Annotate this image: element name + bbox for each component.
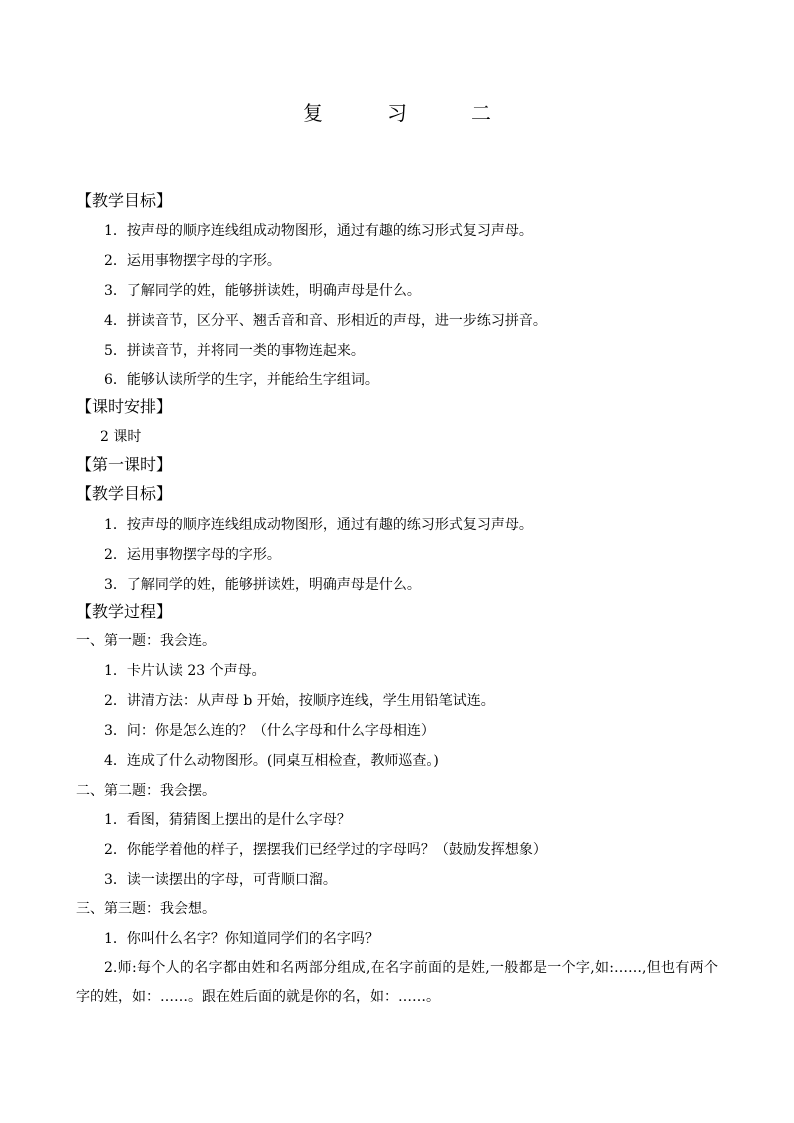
lesson1-heading: 【第一课时】 — [76, 455, 173, 474]
process-heading: 【教学过程】 — [76, 602, 173, 621]
goal-item: 3．了解同学的姓，能够拼读姓，明确声母是什么。 — [104, 283, 421, 299]
goals-heading: 【教学目标】 — [76, 191, 173, 210]
lesson1-goal-item: 3．了解同学的姓，能够拼读姓，明确声母是什么。 — [104, 577, 421, 593]
goal-item: 4．拼读音节，区分平、翘舌音和音、形相近的声母，进一步练习拼音。 — [104, 313, 547, 329]
q2-title: 二、第二题：我会摆。 — [76, 783, 216, 799]
goal-item: 2．运用事物摆字母的字形。 — [104, 253, 281, 269]
q3-paragraph: 2.师:每个人的名字都由姓和名两部分组成,在名字前面的是姓,一般都是一个字,如:……,但也有两个字的姓，如：……。跟在姓后面的就是你的名，如：……。 — [76, 960, 718, 1005]
q2-item: 1．看图，猜猜图上摆出的是什么字母？ — [104, 812, 351, 828]
q1-item: 2．讲清方法：从声母 b 开始，按顺序连线，学生用铅笔试连。 — [104, 693, 495, 709]
q1-title: 一、第一题：我会连。 — [76, 633, 216, 649]
lesson1-goal-item: 1．按声母的顺序连线组成动物图形，通过有趣的练习形式复习声母。 — [104, 517, 533, 533]
goal-item: 6．能够认读所学的生字，并能给生字组词。 — [104, 372, 379, 388]
goal-item: 5．拼读音节，并将同一类的事物连起来。 — [104, 343, 365, 359]
q1-item: 3．问：你是怎么连的？（什么字母和什么字母相连） — [104, 723, 435, 739]
q2-item: 2．你能学着他的样子，摆摆我们已经学过的字母吗？（鼓励发挥想象） — [104, 842, 547, 858]
goal-item: 1．按声母的顺序连线组成动物图形，通过有趣的练习形式复习声母。 — [104, 223, 533, 239]
page-title: 复 习 二 — [303, 101, 513, 125]
q3-title: 三、第三题：我会想。 — [76, 901, 216, 917]
schedule-heading: 【课时安排】 — [76, 397, 173, 416]
q1-item: 1．卡片认读 23 个声母。 — [104, 663, 266, 679]
q1-item: 4．连成了什么动物图形。(同桌互相检查，教师巡查。) — [104, 753, 439, 769]
q3-item: 1．你叫什么名字？你知道同学们的名字吗？ — [104, 931, 379, 947]
lesson1-goal-item: 2．运用事物摆字母的字形。 — [104, 547, 281, 563]
q2-item: 3．读一读摆出的字母，可背顺口溜。 — [104, 872, 337, 888]
lesson1-goals-heading: 【教学目标】 — [76, 484, 173, 503]
schedule-text: 2 课时 — [100, 429, 142, 445]
